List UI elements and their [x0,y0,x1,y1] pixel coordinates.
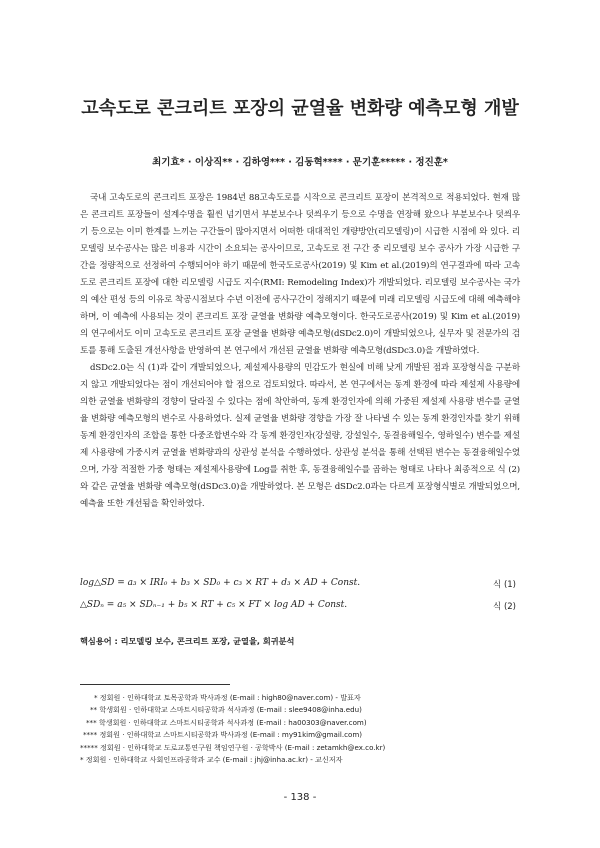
equation-2-expr: △SDₙ = a₅ × SDₙ₋₁ + b₅ × RT + c₅ × FT × log AD + Const. [80,600,348,610]
page-number: - 138 - [283,792,317,803]
abstract-body [80,190,520,513]
footnote-1: * 정회원 · 인하대학교 토목공학과 박사과정 (E-mail : high80@naver.com) - 발표자 [94,693,361,702]
footnote-6: * 정회원 · 인하대학교 사회인프라공학과 교수 (E-mail : jhj@inha.ac.kr) - 교신저자 [80,755,343,765]
keywords: 핵심용어 : 리모델링 보수, 콘크리트 포장, 균열율, 회귀분석 [80,636,295,646]
equation-1-label: 식 (1) [493,580,516,590]
paragraph-2: dSDc2.0는 식 (1)과 같이 개발되었으나, 제설제사용량의 민감도가 현실에 비해 낮게 개발된 점과 포장형식을 구분하지 않고 개발되었다는 점이 개선되어야 할 점으로 검토되었다. 따라서, 본 연구에서는 동계 환경에 따라 제설제 사용량에 의한 균열율 변화량의 경향이 달라질 수 있다는 점에 착안하여, 동계 환경인자에 의해 가중된 제설제 사용량 변수를 균열율 변화량 예측모형의 변수로 사용하였다. 실제 균열율 변화량 경향을 가장 잘 나타낼 수 있는 동계 환경인자를 찾기 위해 동계 환경인자의 조합을 통한 다중조합변수와 각 동계 환경인자(강설량, 강설일수, 동결융해일수, 영하일수) 변수를 제설제 사용량에 가중시켜 균열율 변화량과의 상관성 분석을 수행하였다. 상관성 분석을 통해 선택된 변수는 동결융해일수였으며, 가장 적절한 가중 형태는 제설제사용량에 Log를 취한 후, 동결융해일수를 곱하는 형태로 나타나 최종적으로 식 (2)와 같은 균열율 변화량 예측모형(dSDc3.0)을 개발하였다. 본 모형은 dSDc2.0과는 다르게 포장형식별로 개발되었으며, 예측율 또한 개선됨을 확인하였다. [80,363,520,509]
equation-2-label: 식 (2) [493,602,516,612]
paragraph-1: 국내 고속도로의 콘크리트 포장은 1984년 88고속도로를 시작으로 콘크리트 포장이 본격적으로 적용되었다. 현재 많은 콘크리트 포장들이 설계수명을 훨씬 넘기면서 부분보수나 덧씌우기 등으로 수명을 연장해 왔으나 부분보수나 덧씌우기 등으로는 이미 한계를 느끼는 구간들이 많아지면서 어떠한 대대적인 개량방안(리모델링)이 시급한 시점에 와 있다. 리모델링 보수공사는 많은 비용과 시간이 소요되는 공사이므로, 고속도로 전 구간 중 리모델링 보수 공사가 가장 시급한 구간을 정량적으로 선정하여 수행되어야 하기 때문에 한국도로공사(2019) 및 Kim et al.(2019)의 연구결과에 따라 고속도로 콘크리트 포장에 대한 리모델링 시급도 지수(RMI: Remodeling Index)가 개발되었다. 리모델링 보수공사는 국가의 예산 편성 등의 이유로 착공시점보다 수년 이전에 공사구간이 정해지기 때문에 미래 리모델링 시급도에 대해 예측해야 하며, 이 예측에 사용되는 것이 콘크리트 포장 균열율 변화량 예측모형이다. 한국도로공사(2019) 및 Kim et al.(2019)의 연구에서도 이미 고속도로 콘크리트 포장 균열율 변화량 예측모형(dSDc2.0)이 개발되었으나, 실무자 및 전문가의 검토를 통해 도출된 개선사항을 반영하여 본 연구에서 개선된 균열율 변화량 예측모형(dSDc3.0)을 개발하였다. [80,193,520,356]
footnotes [80,692,520,766]
paper-title: 고속도로 콘크리트 포장의 균열율 변화량 예측모형 개발 [81,98,519,119]
footnote-5: ***** 정회원 · 인하대학교 도로교통연구원 책임연구원 · 공학박사 (E-mail : zetamkh@ex.co.kr) [80,742,386,752]
equation-2 [80,600,520,610]
footnote-4: **** 정회원 · 인하대학교 스마트시티공학과 박사과정 (E-mail : my91kim@gmail.com) [83,730,363,740]
footnote-divider [80,684,230,685]
equation-1 [80,578,520,588]
footnote-3: *** 학생회원 · 인하대학교 스마트시티공학과 석사과정 (E-mail : ha00303@naver.com) [86,717,367,727]
author-list: 최기효* · 이상직** · 김하영*** · 김동혁**** · 문기훈***** · 정진훈* [152,157,448,168]
footnote-2: ** 학생회원 · 인하대학교 스마트시티공학과 석사과정 (E-mail : slee9408@inha.edu) [90,705,362,715]
equation-1-expr: log△SD = a₃ × IRI₀ + b₃ × SD₀ + c₃ × RT + d₃ × AD + Const. [80,578,361,588]
